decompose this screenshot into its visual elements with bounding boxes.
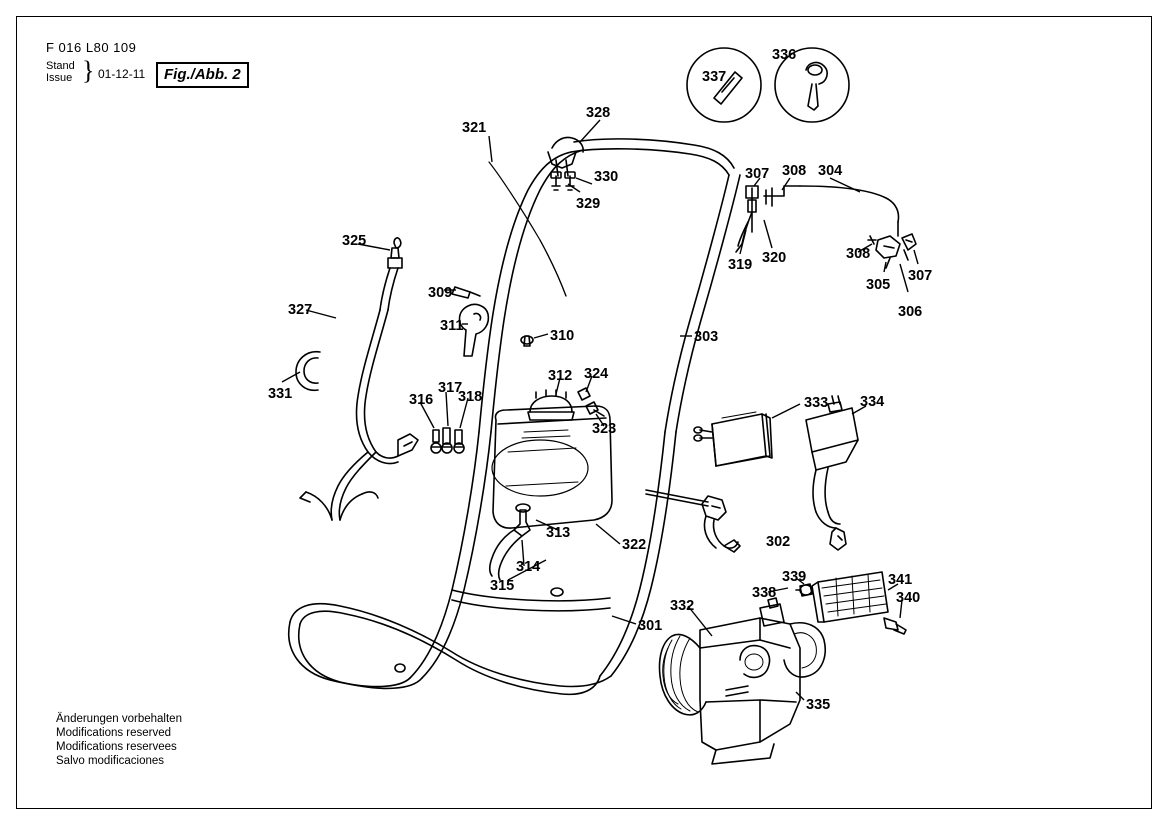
callout-327: 327 [288,302,313,318]
callout-321: 321 [462,120,487,136]
footer-line-de: Änderungen vorbehalten [56,713,182,725]
callout-341: 341 [888,572,913,588]
issue-date: 01-12-11 [98,67,146,81]
callout-332: 332 [670,598,695,614]
callout-333: 333 [804,395,829,411]
callout-322: 322 [622,537,647,553]
callout-306: 306 [898,304,923,320]
callout-313: 313 [546,525,571,541]
callout-330: 330 [594,169,619,185]
issue-label: Issue [46,72,73,84]
callout-324: 324 [584,366,609,382]
callout-309: 309 [428,285,453,301]
callout-320: 320 [762,250,787,266]
callout-301: 301 [638,618,663,634]
callout-304: 304 [818,163,843,179]
callout-338: 338 [752,585,777,601]
footer-line-fr: Modifications reservees [56,741,177,753]
callout-328: 328 [586,105,611,121]
callout-310: 310 [550,328,575,344]
type-number: F 016 L80 109 [46,40,137,55]
callout-303: 303 [694,329,719,345]
callout-337: 337 [702,69,727,85]
callout-336: 336 [772,47,797,63]
callout-316: 316 [409,392,434,408]
figure-label: Fig./Abb. 2 [156,62,249,88]
callout-311: 311 [440,318,464,334]
footer-line-es: Salvo modificaciones [56,755,165,767]
callout-308-b: 308 [846,246,871,262]
callout-305: 305 [866,277,891,293]
callout-315: 315 [490,578,515,594]
stand-label: Stand [46,60,75,72]
callout-307-b: 307 [908,268,933,284]
callout-335: 335 [806,697,831,713]
callout-334: 334 [860,394,885,410]
callout-325: 325 [342,233,367,249]
callout-314: 314 [516,559,541,575]
callout-312: 312 [548,368,573,384]
callout-308: 308 [782,163,807,179]
callout-329: 329 [576,196,601,212]
callout-302: 302 [766,534,791,550]
callout-318: 318 [458,389,483,405]
callout-317: 317 [438,380,463,396]
callout-307: 307 [745,166,770,182]
callout-319: 319 [728,257,753,273]
callout-339: 339 [782,569,807,585]
brace-glyph: } [82,56,95,85]
callout-331: 331 [268,386,293,402]
callout-340: 340 [896,590,921,606]
footer-line-en: Modifications reserved [56,727,172,739]
callout-323: 323 [592,421,617,437]
